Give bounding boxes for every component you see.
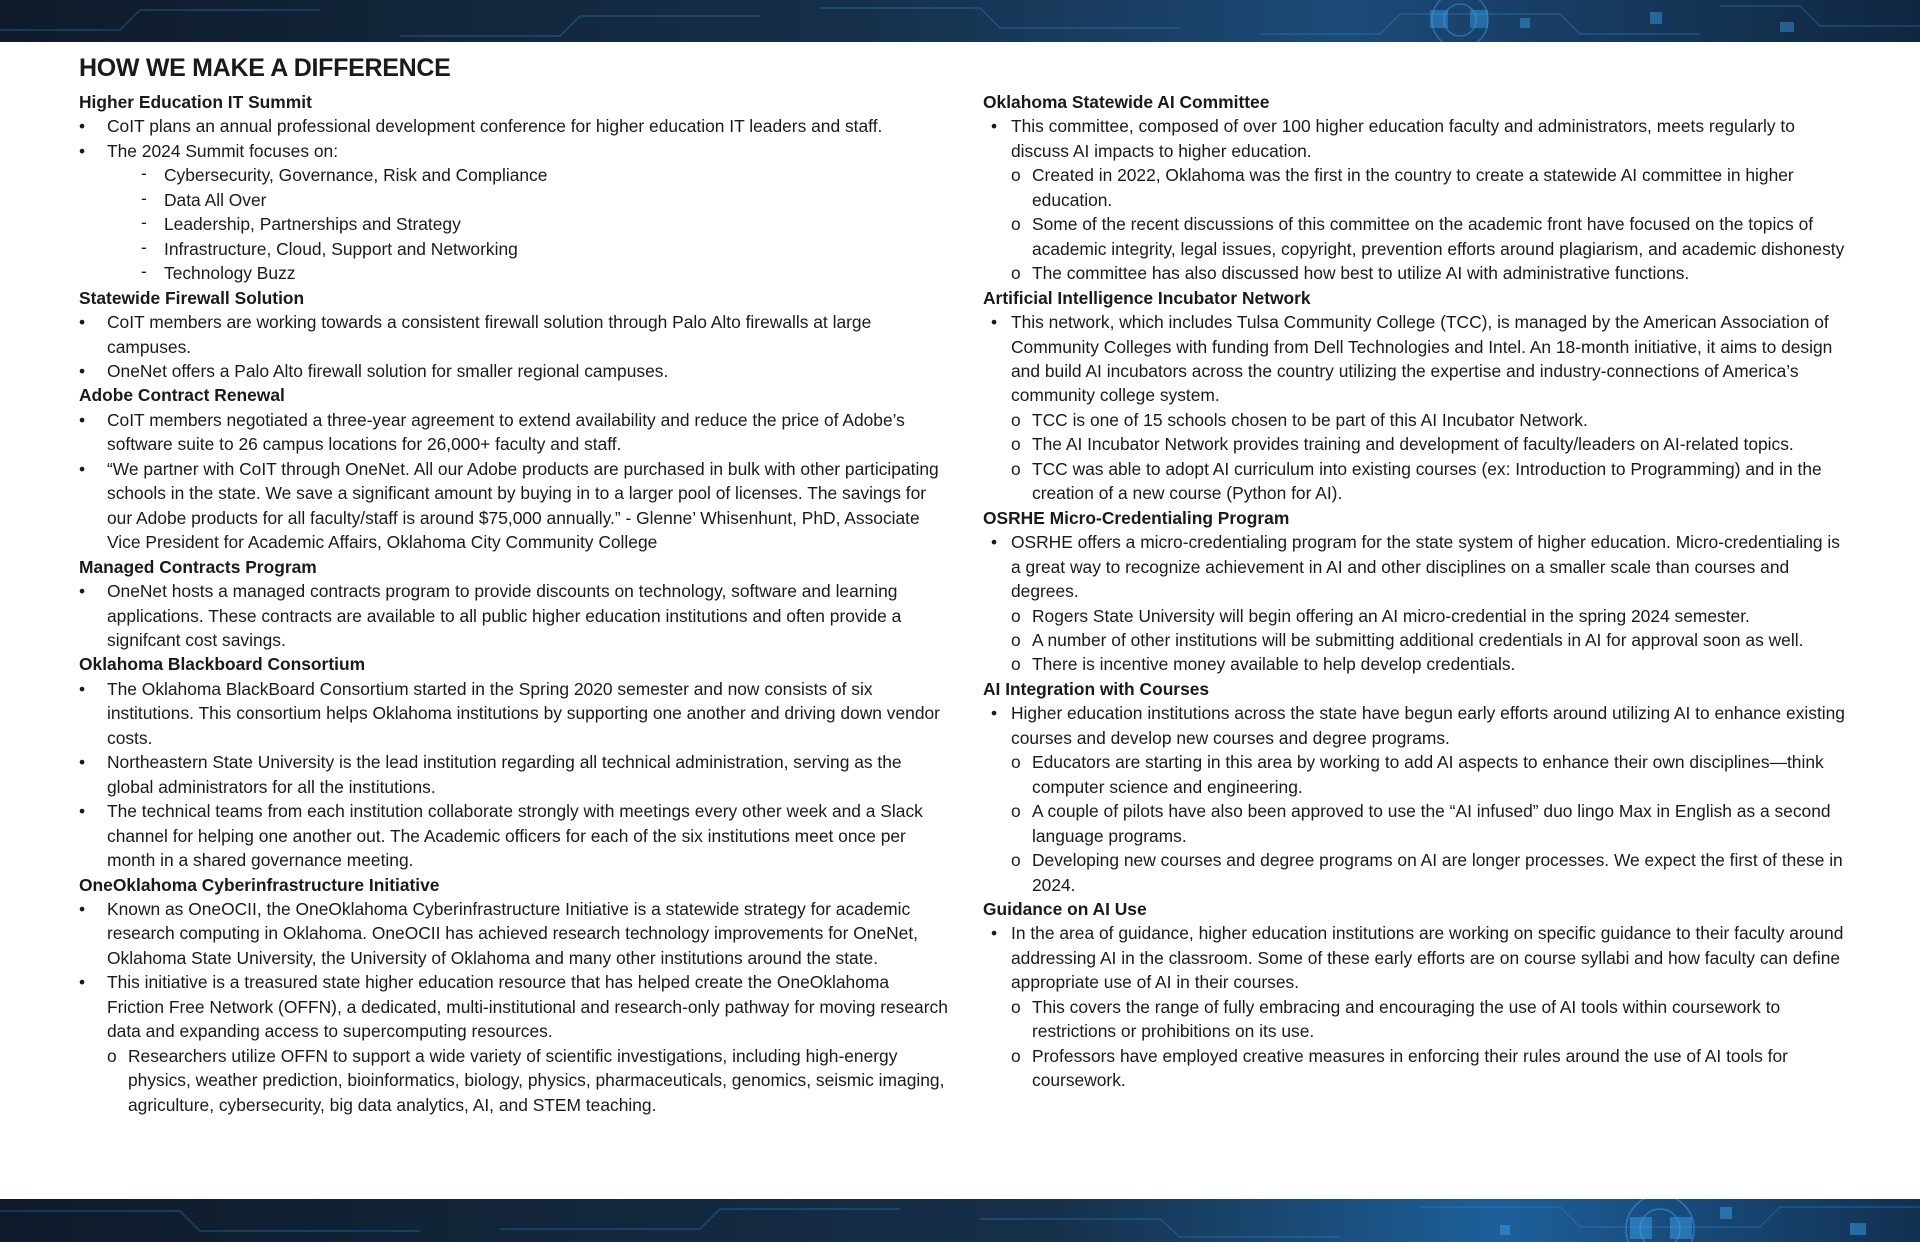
item-text: This network, which includes Tulsa Community College (TCC), is managed by the American Association of Community Colleges with funding from Dell Technologies and Intel. An 18-month initiative, it aims to design and build AI incubators across the country utilizing the expertise and industry-connections of America’s community college system. <box>1011 312 1833 406</box>
section-heading: Higher Education IT Summit <box>79 92 312 112</box>
section-higher-education-it-summit <box>79 90 949 286</box>
sub-bullet-item <box>983 750 1848 799</box>
item-text: Rogers State University will begin offering an AI micro-credential in the spring 2024 semester. <box>1032 605 1750 626</box>
dash-marker: - <box>141 236 147 257</box>
section-heading: AI Integration with Courses <box>983 678 1210 699</box>
top-circuit-banner <box>0 0 1920 42</box>
bullet-marker: • <box>991 312 998 333</box>
bullet-marker: • <box>79 360 86 381</box>
item-text: In the area of guidance, higher education institutions are working on specific guidance to their faculty around addressing AI in the classroom. Some of these early efforts are on course syllabi and how faculty can define appropriate use of AI in their courses. <box>1011 923 1844 993</box>
sub-bullet-item <box>79 1044 949 1117</box>
sub-bullet-marker: o <box>1011 996 1021 1017</box>
section-heading: Oklahoma Statewide AI Committee <box>983 92 1270 112</box>
item-text: Educators are starting in this area by working to add AI aspects to enhance their own disciplines—think computer science and engineering. <box>1032 752 1824 797</box>
section-adobe-contract-renewal <box>79 383 949 554</box>
sub-bullet-marker: o <box>1011 752 1021 773</box>
item-text: “We partner with CoIT through OneNet. All our Adobe products are purchased in bulk with other participating schools in the state. We save a significant amount by buying in to a larger pool of licenses. The savings for our Adobe products for all faculty/staff is around $75,000 annually.” - Glenne’ Whisenhunt, PhD, Associate Vice President for Academic Affairs, Oklahoma City Community College <box>107 458 939 553</box>
bullet-item <box>983 530 1848 603</box>
bottom-circuit-banner <box>0 1199 1920 1242</box>
bullet-marker: • <box>79 678 86 699</box>
section-oklahoma-blackboard-consortium <box>79 652 949 872</box>
bullet-item <box>79 310 949 359</box>
section-guidance-on-ai-use <box>983 897 1848 1093</box>
item-text: This committee, composed of over 100 higher education faculty and administrators, meets regularly to discuss AI impacts to higher education. <box>1011 116 1795 161</box>
sub-bullet-marker: o <box>1011 654 1021 675</box>
dash-marker: - <box>141 261 147 282</box>
section-oklahoma-statewide-ai-committee <box>983 90 1848 286</box>
sub-bullet-item <box>983 799 1848 848</box>
dash-item <box>79 163 949 187</box>
bullet-item <box>79 970 949 1043</box>
sub-bullet-marker: o <box>1011 263 1021 284</box>
left-column <box>79 90 949 1117</box>
bullet-item <box>79 139 949 163</box>
dash-item <box>79 212 949 236</box>
dash-marker: - <box>141 163 147 184</box>
item-text: Higher education institutions across the state have begun early efforts around utilizing AI to enhance existing courses and develop new courses and degree programs. <box>1011 703 1845 748</box>
item-text: The committee has also discussed how best to utilize AI with administrative functions. <box>1032 263 1690 284</box>
sub-bullet-item <box>983 1044 1848 1093</box>
section-heading: Artificial Intelligence Incubator Network <box>983 287 1311 308</box>
item-text: Technology Buzz <box>164 263 296 284</box>
section-osrhe-micro-credentialing-program <box>983 506 1848 677</box>
circuit-pattern-icon <box>0 1199 1920 1242</box>
section-statewide-firewall-solution <box>79 286 949 384</box>
bullet-item <box>79 897 949 970</box>
bullet-item <box>79 359 949 383</box>
sub-bullet-marker: o <box>1011 605 1021 626</box>
sub-bullet-marker: o <box>1011 409 1021 430</box>
bullet-marker: • <box>79 116 86 137</box>
sub-bullet-marker: o <box>1011 629 1021 650</box>
sub-bullet-marker: o <box>1011 801 1021 822</box>
item-text: OneNet hosts a managed contracts program to provide discounts on technology, software and learning applications. These contracts are available to all public higher education institutions and often provide a signifcant cost savings. <box>107 581 902 650</box>
sub-bullet-item <box>983 457 1848 506</box>
item-text: Professors have employed creative measures in enforcing their rules around the use of AI tools for coursework. <box>1032 1045 1788 1091</box>
bullet-marker: • <box>79 140 86 161</box>
bullet-item <box>983 310 1848 408</box>
bullet-marker: • <box>79 801 86 822</box>
item-text: Data All Over <box>164 189 267 210</box>
item-text: The 2024 Summit focuses on: <box>107 140 339 161</box>
section-heading: Adobe Contract Renewal <box>79 385 285 406</box>
section-oneoklahoma-cyberinfrastructure-initiative <box>79 873 949 1118</box>
section-heading: Guidance on AI Use <box>983 898 1147 919</box>
bullet-marker: • <box>991 923 998 944</box>
sub-bullet-marker: o <box>1011 214 1021 235</box>
item-text: CoIT members are working towards a consistent firewall solution through Palo Alto firewalls at large campuses. <box>107 312 872 357</box>
item-text: Northeastern State University is the lead institution regarding all technical administration, serving as the global administrators for all the institutions. <box>107 752 902 797</box>
item-text: CoIT plans an annual professional development conference for higher education IT leaders and staff. <box>107 116 883 137</box>
section-heading: Oklahoma Blackboard Consortium <box>79 654 366 675</box>
dash-item <box>79 237 949 261</box>
section-ai-integration-with-courses <box>983 677 1848 897</box>
bullet-marker: • <box>79 409 86 430</box>
section-heading: OneOklahoma Cyberinfrastructure Initiative <box>79 874 440 895</box>
item-text: OneNet offers a Palo Alto firewall solution for smaller regional campuses. <box>107 360 669 381</box>
bullet-marker: • <box>79 458 86 479</box>
sub-bullet-item <box>983 212 1848 261</box>
sub-bullet-marker: o <box>1011 1045 1021 1066</box>
bullet-marker: • <box>991 703 998 724</box>
bullet-item <box>983 114 1848 163</box>
sub-bullet-item <box>983 261 1848 285</box>
bullet-marker: • <box>991 532 998 553</box>
sub-bullet-marker: o <box>1011 434 1021 455</box>
sub-bullet-marker: o <box>1011 458 1021 479</box>
item-text: The technical teams from each institution collaborate strongly with meetings every other week and a Slack channel for helping one another out. The Academic officers for each of the six institutions meet once per month in a shared governance meeting. <box>107 801 923 871</box>
item-text: The AI Incubator Network provides training and development of faculty/leaders on AI-related topics. <box>1032 434 1794 455</box>
bullet-item <box>79 677 949 750</box>
item-text: Known as OneOCII, the OneOklahoma Cyberinfrastructure Initiative is a statewide strategy for academic research computing in Oklahoma. OneOCII has achieved research technology improvements for OneNet, Oklahoma State University, the University of Oklahoma and many other institutions around the state. <box>107 898 918 968</box>
dash-item <box>79 261 949 285</box>
section-heading: Statewide Firewall Solution <box>79 287 305 308</box>
sub-bullet-marker: o <box>1011 165 1021 186</box>
item-text: The Oklahoma BlackBoard Consortium started in the Spring 2020 semester and now consists of six institutions. This consortium helps Oklahoma institutions by supporting one another and driving down vendor costs. <box>107 678 940 748</box>
section-artificial-intelligence-incubator-network <box>983 286 1848 506</box>
bullet-marker: • <box>79 972 86 993</box>
sub-bullet-item <box>983 432 1848 456</box>
bullet-item <box>79 408 949 457</box>
bullet-item <box>983 921 1848 994</box>
item-text: Infrastructure, Cloud, Support and Networking <box>164 238 518 259</box>
sub-bullet-item <box>983 604 1848 628</box>
item-text: CoIT members negotiated a three-year agreement to extend availability and reduce the price of Adobe’s software suite to 26 campus locations for 26,000+ faculty and staff. <box>107 409 905 455</box>
bullet-marker: • <box>79 312 86 333</box>
item-text: There is incentive money available to help develop credentials. <box>1032 654 1516 675</box>
item-text: Some of the recent discussions of this committee on the academic front have focused on the topics of academic integrity, legal issues, copyright, prevention efforts around plagiarism, and academic dishonesty <box>1032 214 1845 259</box>
section-heading: OSRHE Micro-Credentialing Program <box>983 507 1290 528</box>
item-text: Cybersecurity, Governance, Risk and Compliance <box>164 165 548 186</box>
item-text: TCC is one of 15 schools chosen to be part of this AI Incubator Network. <box>1032 409 1588 430</box>
item-text: A number of other institutions will be submitting additional credentials in AI for approval soon as well. <box>1032 629 1804 650</box>
sub-bullet-item <box>983 652 1848 676</box>
bullet-item <box>79 799 949 872</box>
right-column <box>983 90 1848 1093</box>
dash-marker: - <box>141 187 147 208</box>
section-managed-contracts-program <box>79 555 949 653</box>
bullet-item <box>983 701 1848 750</box>
item-text: Created in 2022, Oklahoma was the first in the country to create a statewide AI committee in higher education. <box>1032 165 1794 210</box>
dash-item <box>79 188 949 212</box>
bullet-marker: • <box>991 116 998 137</box>
circuit-pattern-icon <box>0 0 1920 42</box>
item-text: Researchers utilize OFFN to support a wide variety of scientific investigations, including high-energy physics, weather prediction, bioinformatics, biology, physics, pharmaceuticals, genomics, seismic imaging, agriculture, cybersecurity, big data analytics, AI, and STEM teaching. <box>128 1045 945 1115</box>
sub-bullet-marker: o <box>1011 850 1021 871</box>
item-text: Developing new courses and degree programs on AI are longer processes. We expect the first of these in 2024. <box>1032 850 1843 895</box>
bullet-marker: • <box>79 898 86 919</box>
page-title: HOW WE MAKE A DIFFERENCE <box>79 54 451 82</box>
sub-bullet-item <box>983 995 1848 1044</box>
sub-bullet-item <box>983 163 1848 212</box>
bullet-item <box>79 457 949 555</box>
dash-marker: - <box>141 212 147 233</box>
sub-bullet-marker: o <box>107 1045 117 1066</box>
item-text: This covers the range of fully embracing and encouraging the use of AI tools within coursework to restrictions or prohibitions on its use. <box>1032 996 1781 1042</box>
sub-bullet-item <box>983 408 1848 432</box>
bullet-item <box>79 750 949 799</box>
bullet-marker: • <box>79 581 86 602</box>
sub-bullet-item <box>983 628 1848 652</box>
item-text: OSRHE offers a micro-credentialing program for the state system of higher education. Micro-credentialing is a great way to recognize achievement in AI and other disciplines on a smaller scale than courses and degrees. <box>1011 532 1840 602</box>
bullet-item <box>79 114 949 138</box>
item-text: This initiative is a treasured state higher education resource that has helped create the OneOklahoma Friction Free Network (OFFN), a dedicated, multi-institutional and research-only pathway for moving research data and expanding access to supercomputing resources. <box>107 972 948 1042</box>
item-text: Leadership, Partnerships and Strategy <box>164 214 461 235</box>
sub-bullet-item <box>983 848 1848 897</box>
item-text: TCC was able to adopt AI curriculum into existing courses (ex: Introduction to Programming) and in the creation of a new course (Python for AI). <box>1032 458 1822 504</box>
bullet-marker: • <box>79 752 86 773</box>
item-text: A couple of pilots have also been approved to use the “AI infused” duo lingo Max in English as a second language programs. <box>1032 801 1831 846</box>
section-heading: Managed Contracts Program <box>79 556 317 577</box>
bullet-item <box>79 579 949 652</box>
